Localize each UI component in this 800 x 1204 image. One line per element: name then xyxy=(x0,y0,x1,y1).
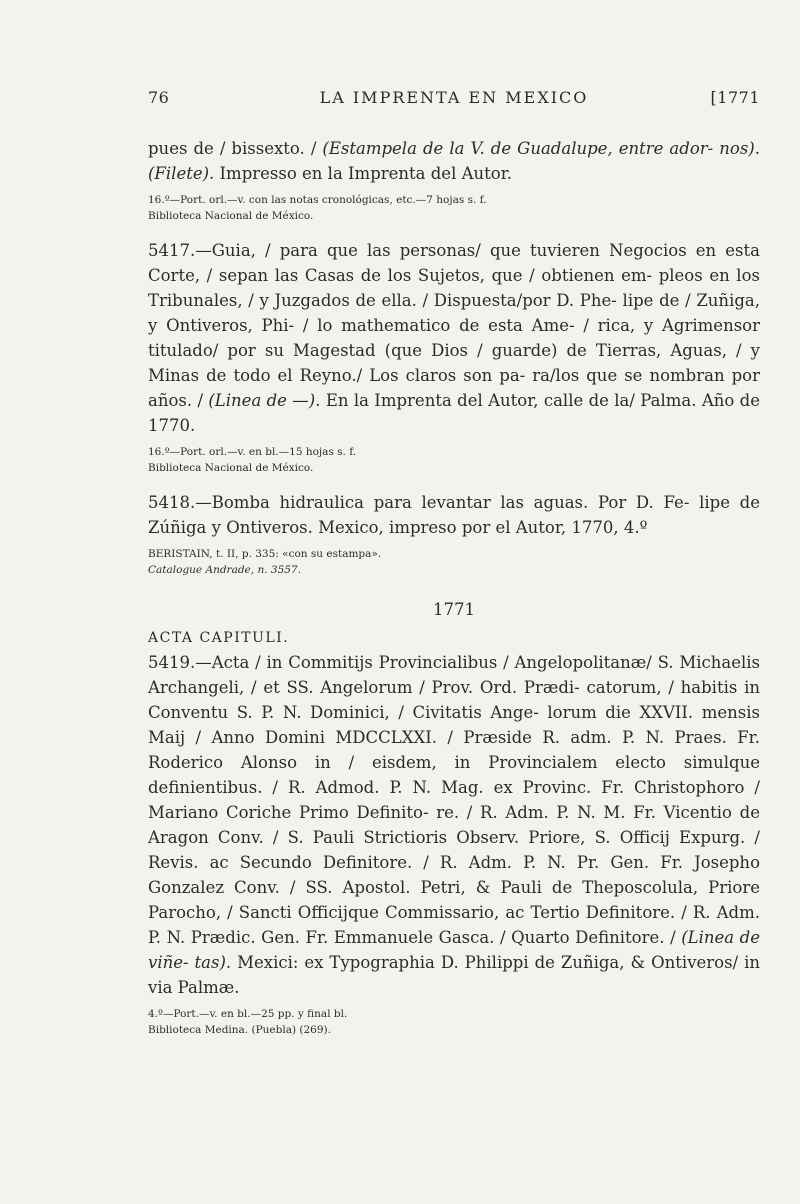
entry-text-plain: 5419.—Acta / in Commitijs Provincialibus / Angelopolitanæ/ S. Michaelis Archangeli, / et SS. Angelorum / Prov. Ord. Prædi- catorum, / habitis in Conventu S. P. N. Dominici, / Civitatis Ange- lorum die XXVII. mensis Maij / Anno Domini MDCCLXXI. / Præside R. adm. P. N. Praes. Fr. Roderico Alonso in / eisdem, in Provincialem electo simulque definientibus. / R. Admod. P. N. Mag. ex Provinc. Fr. Christophoro / Mariano Coriche Primo Definito- re. / R. Adm. P. N. M. Fr. Vicentio de Aragon Conv. / S. Pauli Strictioris Observ. Priore, S. Officij Expurg. / Revis. ac Secundo Definitore. / R. Adm. P. N. Pr. Gen. Fr. Josepho Gonzalez Conv. / SS. Apostol. Petri, & Pauli de Theposcolula, Priore Parocho, / Sancti Officijque Commissario, ac Tertio Definitore. / R. Adm. P. N. Prædic. Gen. Fr. Emmanuele Gasca. / Quarto Definitore. / xyxy=(148,653,760,947)
entry-text xyxy=(148,136,760,186)
entry-text-italic: (Estampela de la V. de Guadalupe, entre ador- nos). (Filete). xyxy=(148,139,760,183)
entry-text-plain: Impresso en la Imprenta del Autor. xyxy=(214,164,513,183)
entry-5418 xyxy=(148,490,760,578)
entry-continuation xyxy=(148,136,760,224)
entry-note: BERISTAIN, t. II, p. 335: «con su estampa». Catalogue Andrade, n. 3557. xyxy=(148,548,382,576)
running-title: LA IMPRENTA EN MEXICO xyxy=(319,88,589,107)
page-number: 76 xyxy=(148,88,170,107)
entry-text-plain: 5418.—Bomba hidraulica para levantar las aguas. Por D. Fe- lipe de Zúñiga y Ontiveros. Mexico, impreso por el Autor, 1770, 4.º xyxy=(148,493,760,537)
entry-text-italic: (Linea de viñe- tas). xyxy=(148,928,760,972)
entry-text-plain: 5417.—Guia, / para que las personas/ que tuvieren Negocios en esta Corte, / sepan las Casas de los Sujetos, que / obtienen em- pleos en los Tribunales, / y Juzgados de ella. / Dispuesta/por D. Phe- lipe de / Zuñiga, y Ontiveros, Phi- / lo mathematico de esta Ame- / rica, y Agrimensor titulado/ por su Magestad (que Dios / guarde) de Tierras, Aguas, / y Minas de todo el Reyno./ Los claros son pa- ra/los que se nombran por años. / xyxy=(148,241,760,410)
page-header xyxy=(148,88,760,112)
year-heading: 1771 xyxy=(433,600,475,619)
page-body xyxy=(148,136,760,1038)
entry-text-plain: Mexici: ex Typographia D. Philippi de Zuñiga, & Ontiveros/ in via Palmæ. xyxy=(148,953,760,997)
entry-text xyxy=(148,650,760,1000)
entry-text-italic: (Linea de —). xyxy=(208,391,321,410)
entry-text-plain: pues de / bissexto. / xyxy=(148,139,323,158)
section-heading: ACTA CAPITULI. xyxy=(148,630,290,646)
entry-note: 4.º—Port.—v. en bl.—25 pp. y final bl. Biblioteca Medina. (Puebla) (269). xyxy=(148,1008,348,1036)
entry-text-plain: En la Imprenta del Autor, calle de la/ Palma. Año de 1770. xyxy=(148,391,760,435)
entry-note: 16.º—Port. orl.—v. en bl.—15 hojas s. f. Biblioteca Nacional de México. xyxy=(148,446,357,474)
entry-text xyxy=(148,238,760,438)
entry-note: 16.º—Port. orl.—v. con las notas cronológicas, etc.—7 hojas s. f. Biblioteca Nacional de México. xyxy=(148,194,487,222)
entry-text xyxy=(148,490,760,540)
entry-5419 xyxy=(148,650,760,1038)
year-bracket: [1771 xyxy=(710,88,760,107)
entry-5417 xyxy=(148,238,760,476)
